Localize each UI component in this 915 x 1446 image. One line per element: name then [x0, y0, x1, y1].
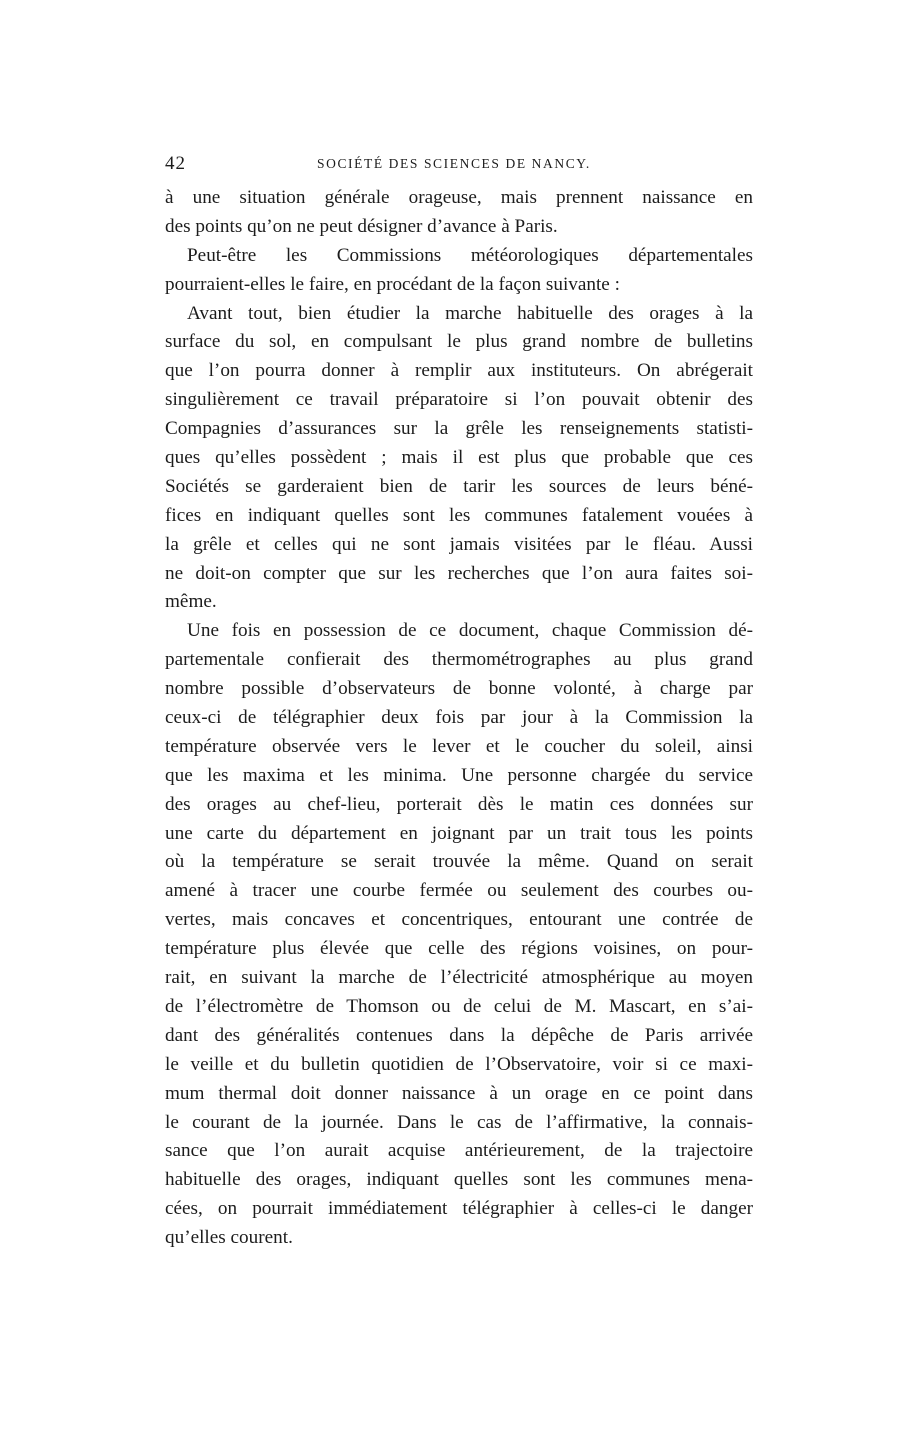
text-line: où la température se serait trouvée la même. Quand on serait [165, 851, 753, 873]
text-line: rait, en suivant la marche de l’électricité atmosphérique au moyen [165, 967, 753, 989]
text-line: à une situation générale orageuse, mais prennent naissance en [165, 187, 753, 208]
text-line: pourraient-elles le faire, en procédant de la façon suivante : [165, 273, 620, 295]
text-line: qu’elles courent. [165, 1227, 293, 1249]
text-line: vertes, mais concaves et concentriques, entourant une contrée de [165, 909, 753, 931]
text-line: que l’on pourra donner à remplir aux instituteurs. On abrégerait [165, 360, 753, 382]
text-line: le courant de la journée. Dans le cas de l’affirmative, la connais- [165, 1111, 753, 1133]
text-line: Une fois en possession de ce document, chaque Commission dé- [187, 620, 753, 642]
text-line: sance que l’on aurait acquise antérieurement, de la trajectoire [165, 1140, 753, 1162]
text-line: dant des généralités contenues dans la dépêche de Paris arrivée [165, 1024, 753, 1046]
text-line: habituelle des orages, indiquant quelles sont les communes mena- [165, 1169, 753, 1191]
text-line: ques qu’elles possèdent ; mais il est plus que probable que ces [165, 447, 753, 469]
text-line: de l’électromètre de Thomson ou de celui de M. Mascart, en s’ai- [165, 995, 753, 1017]
text-line: nombre possible d’observateurs de bonne volonté, à charge par [165, 678, 753, 700]
text-line: la grêle et celles qui ne sont jamais visitées par le fléau. Aussi [165, 533, 753, 555]
page-header [165, 153, 753, 179]
text-line: singulièrement ce travail préparatoire si l’on pouvait obtenir des [165, 389, 753, 411]
text-line: même. [165, 591, 217, 613]
text-line: des orages au chef-lieu, porterait dès le matin ces données sur [165, 793, 753, 815]
running-title: SOCIÉTÉ DES SCIENCES DE NANCY. [317, 156, 591, 171]
text-line: mum thermal doit donner naissance à un orage en ce point dans [165, 1082, 753, 1104]
text-line: des points qu’on ne peut désigner d’avance à Paris. [165, 215, 558, 237]
text-line: fices en indiquant quelles sont les communes fatalement vouées à [165, 504, 753, 526]
text-line: surface du sol, en compulsant le plus grand nombre de bulletins [165, 331, 753, 353]
body-text [165, 184, 753, 1253]
text-line: Peut-être les Commissions météorologiques départementales [187, 244, 753, 266]
text-line: une carte du département en joignant par un trait tous les points [165, 822, 753, 844]
page-number: 42 [165, 153, 186, 174]
text-line: cées, on pourrait immédiatement télégraphier à celles-ci le danger [165, 1198, 753, 1220]
text-line: partementale confierait des thermométrographes au plus grand [165, 649, 753, 671]
text-line: température observée vers le lever et le coucher du soleil, ainsi [165, 735, 753, 757]
text-line: Sociétés se garderaient bien de tarir les sources de leurs béné- [165, 475, 753, 497]
text-line: ne doit-on compter que sur les recherches que l’on aura faites soi- [165, 562, 753, 584]
text-line: Avant tout, bien étudier la marche habituelle des orages à la [187, 302, 753, 324]
text-line: température plus élevée que celle des régions voisines, on pour- [165, 938, 753, 960]
text-line: ceux-ci de télégraphier deux fois par jour à la Commission la [165, 707, 753, 729]
text-line: le veille et du bulletin quotidien de l’Observatoire, voir si ce maxi- [165, 1053, 753, 1075]
text-line: Compagnies d’assurances sur la grêle les renseignements statisti- [165, 418, 753, 440]
text-line: que les maxima et les minima. Une personne chargée du service [165, 764, 753, 786]
text-line: amené à tracer une courbe fermée ou seulement des courbes ou- [165, 880, 753, 902]
